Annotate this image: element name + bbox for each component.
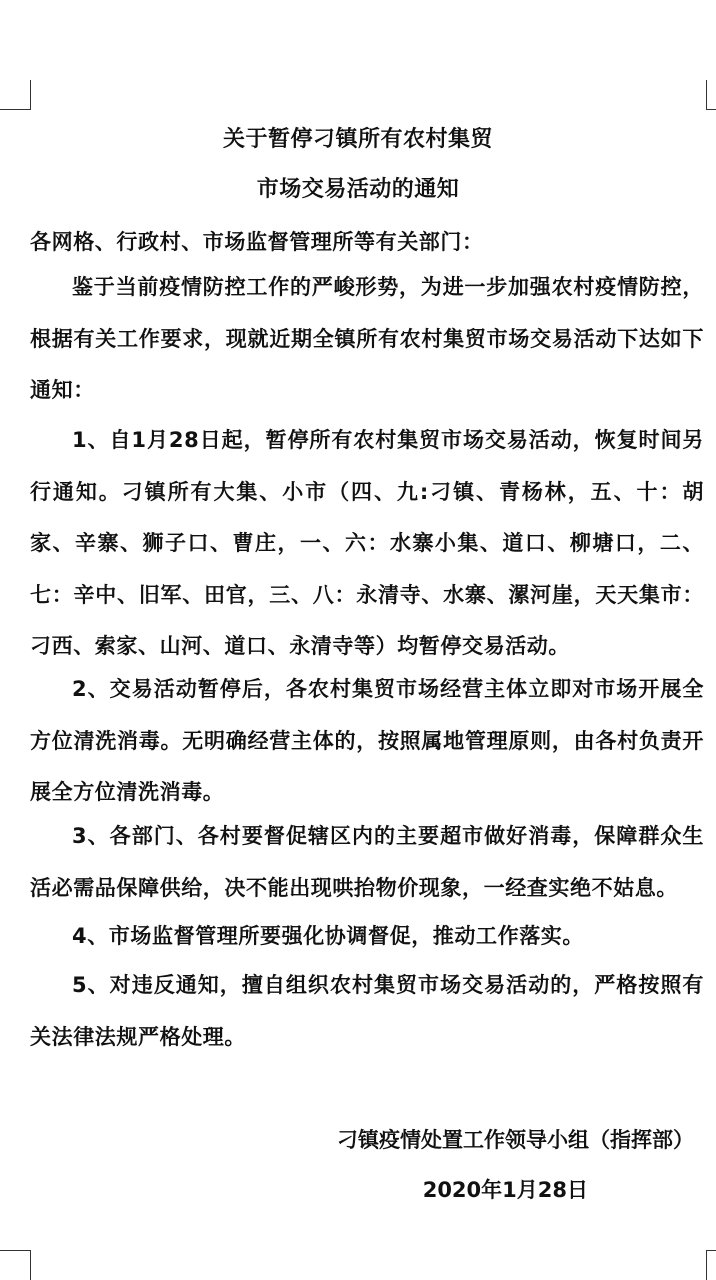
crop-mark-top-left <box>30 80 31 110</box>
salutation: 各网格、行政村、市场监督管理所等有关部门： <box>30 230 484 254</box>
crop-mark-top-right <box>706 80 707 110</box>
notice-item-5: 5、对违反通知，擅自组织农村集贸市场交易活动的，严格按照有关法律法规严格处理。 <box>30 973 704 1049</box>
notice-item-2: 2、交易活动暂停后，各农村集贸市场经营主体立即对市场开展全方位清洗消毒。无明确经营主体的，按照属地管理原则，由各村负责开展全方位清洗消毒。 <box>30 677 704 804</box>
signature-date: 2020年1月28日 <box>422 1178 588 1202</box>
crop-mark-top-left <box>0 109 31 110</box>
signature-organization: 刁镇疫情处置工作领导小组（指挥部） <box>337 1128 694 1152</box>
document-title-line-2: 市场交易活动的通知 <box>256 177 460 202</box>
crop-mark-bottom-left <box>0 1250 31 1251</box>
crop-mark-top-right <box>706 109 716 110</box>
crop-mark-bottom-left <box>30 1250 31 1280</box>
crop-mark-bottom-right <box>706 1250 707 1280</box>
crop-mark-bottom-right <box>706 1250 716 1251</box>
document-title-line-1: 关于暂停刁镇所有农村集贸 <box>222 127 493 152</box>
intro-paragraph: 鉴于当前疫情防控工作的严峻形势，为进一步加强农村疫情防控，根据有关工作要求，现就近期全镇所有农村集贸市场交易活动下达如下通知： <box>30 275 704 402</box>
notice-item-1: 1、自1月28日起，暂停所有农村集贸市场交易活动，恢复时间另行通知。刁镇所有大集、小市（四、九:刁镇、青杨林，五、十：胡家、辛寨、狮子口、曹庄，一、六：水寨小集、道口、柳塘口，二、七：辛中、旧军、田官，三、八：永清寺、水寨、漯河崖，天天集市：刁西、索家、山河、道口、永清寺等）均暂停交易活动。 <box>30 428 704 658</box>
notice-item-4: 4、市场监督管理所要强化协调督促，推动工作落实。 <box>72 924 585 948</box>
notice-item-3: 3、各部门、各村要督促辖区内的主要超市做好消毒，保障群众生活必需品保障供给，决不能出现哄抬物价现象，一经查实绝不姑息。 <box>30 824 704 900</box>
